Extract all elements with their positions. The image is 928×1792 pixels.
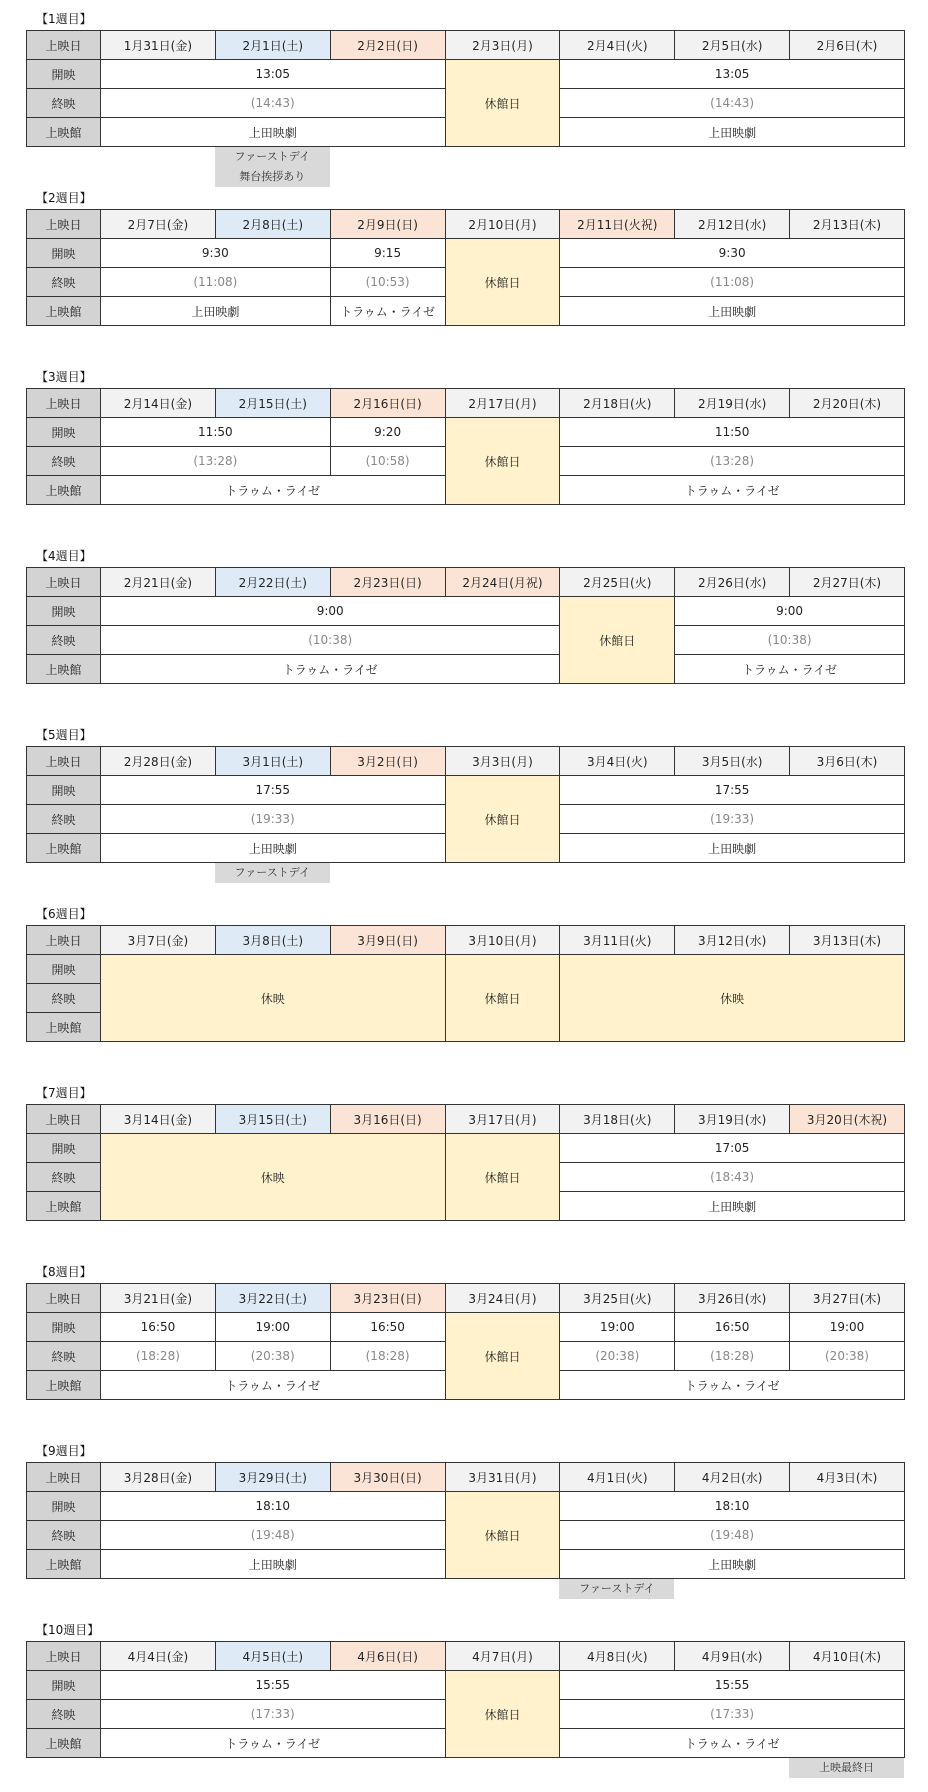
note-badge (215, 863, 330, 883)
week-block (26, 1444, 904, 1595)
start-time-cell: 9:30 (560, 239, 905, 268)
venue-cell: トラゥム・ライゼ (101, 1729, 446, 1758)
date-cell: 2月20日(木) (790, 389, 905, 418)
date-cell: 2月12日(水) (675, 210, 790, 239)
date-cell: 3月31日(月) (445, 1463, 560, 1492)
date-row (27, 926, 905, 955)
venue-cell: トラゥム・ライゼ (330, 297, 445, 326)
date-row (27, 389, 905, 418)
date-cell: 3月13日(木) (790, 926, 905, 955)
date-cell: 3月14日(金) (101, 1105, 216, 1134)
row-label-start: 開映 (27, 1134, 101, 1163)
schedule-table (26, 1283, 905, 1400)
date-cell: 3月22日(土) (215, 1284, 330, 1313)
row-label-end: 終映 (27, 89, 101, 118)
start-time-cell: 9:30 (101, 239, 331, 268)
no-show-cell: 休映 (101, 955, 446, 1042)
end-time-cell: (14:43) (101, 89, 446, 118)
week-block (26, 728, 904, 879)
date-cell: 4月3日(木) (790, 1463, 905, 1492)
week-title: 【3週目】 (36, 370, 92, 384)
venue-cell: 上田映劇 (560, 297, 905, 326)
closed-day-cell: 休館日 (445, 1134, 560, 1221)
date-cell: 2月6日(木) (790, 31, 905, 60)
date-cell: 3月3日(月) (445, 747, 560, 776)
venue-row (27, 655, 905, 684)
date-cell: 2月11日(火祝) (560, 210, 675, 239)
row-label-start: 開映 (27, 1313, 101, 1342)
end-time-cell: (17:33) (101, 1700, 446, 1729)
start-time-cell: 9:00 (675, 597, 905, 626)
start-row (27, 239, 905, 268)
row-label-end: 終映 (27, 805, 101, 834)
week-block (26, 907, 904, 1042)
row-label-venue: 上映館 (27, 1550, 101, 1579)
date-cell: 3月16日(日) (330, 1105, 445, 1134)
date-cell: 2月8日(土) (215, 210, 330, 239)
row-label-date: 上映日 (27, 1642, 101, 1671)
row-label-date: 上映日 (27, 1463, 101, 1492)
row-label-date: 上映日 (27, 568, 101, 597)
date-cell: 2月22日(土) (215, 568, 330, 597)
row-label-venue: 上映館 (27, 1192, 101, 1221)
end-time-cell: (13:28) (101, 447, 331, 476)
no-show-cell: 休映 (101, 1134, 446, 1221)
row-label-start: 開映 (27, 955, 101, 984)
start-row (27, 60, 905, 89)
closed-day-cell: 休館日 (560, 597, 675, 684)
start-time-cell: 18:10 (560, 1492, 905, 1521)
closed-day-cell: 休館日 (445, 418, 560, 505)
date-row (27, 210, 905, 239)
date-cell: 3月20日(木祝) (790, 1105, 905, 1134)
end-time-cell: (19:33) (101, 805, 446, 834)
date-cell: 2月18日(火) (560, 389, 675, 418)
row-label-date: 上映日 (27, 210, 101, 239)
date-cell: 2月4日(火) (560, 31, 675, 60)
week-block (26, 1086, 904, 1221)
end-time-cell: (10:58) (330, 447, 445, 476)
date-cell: 3月25日(火) (560, 1284, 675, 1313)
row-label-end: 終映 (27, 268, 101, 297)
closed-day-cell: 休館日 (445, 1671, 560, 1758)
end-time-cell: (19:48) (101, 1521, 446, 1550)
end-time-cell: (14:43) (560, 89, 905, 118)
date-cell: 4月6日(日) (330, 1642, 445, 1671)
row-label-venue: 上映館 (27, 476, 101, 505)
venue-cell: 上田映劇 (560, 1550, 905, 1579)
start-time-cell: 9:00 (101, 597, 560, 626)
end-time-cell: (20:38) (560, 1342, 675, 1371)
venue-cell: トラゥム・ライゼ (560, 1729, 905, 1758)
start-row (27, 418, 905, 447)
schedule-table (26, 30, 905, 147)
schedule-table (26, 1104, 905, 1221)
end-time-cell: (20:38) (790, 1342, 905, 1371)
date-cell: 4月9日(水) (675, 1642, 790, 1671)
date-cell: 3月17日(月) (445, 1105, 560, 1134)
date-cell: 3月7日(金) (101, 926, 216, 955)
start-time-cell: 16:50 (101, 1313, 216, 1342)
start-row (27, 776, 905, 805)
schedule-table (26, 388, 905, 505)
schedule-table (26, 925, 905, 1042)
venue-cell: 上田映劇 (101, 1550, 446, 1579)
date-cell: 2月3日(月) (445, 31, 560, 60)
date-row (27, 747, 905, 776)
end-time-cell: (18:28) (330, 1342, 445, 1371)
start-time-cell: 16:50 (675, 1313, 790, 1342)
row-label-venue: 上映館 (27, 1013, 101, 1042)
date-cell: 3月29日(土) (215, 1463, 330, 1492)
date-cell: 3月18日(火) (560, 1105, 675, 1134)
start-time-cell: 17:05 (560, 1134, 905, 1163)
date-cell: 2月9日(日) (330, 210, 445, 239)
note-line: ファーストデイ (579, 1582, 655, 1595)
venue-cell: 上田映劇 (101, 834, 446, 863)
date-cell: 2月25日(火) (560, 568, 675, 597)
week-title: 【9週目】 (36, 1444, 92, 1458)
end-time-cell: (18:28) (675, 1342, 790, 1371)
week-block (26, 1265, 904, 1400)
date-cell: 3月6日(木) (790, 747, 905, 776)
date-cell: 3月2日(日) (330, 747, 445, 776)
date-cell: 2月19日(水) (675, 389, 790, 418)
closed-day-cell: 休館日 (445, 1492, 560, 1579)
row-label-date: 上映日 (27, 1284, 101, 1313)
note-line: 上映最終日 (819, 1761, 875, 1774)
end-time-cell: (11:08) (560, 268, 905, 297)
date-cell: 3月5日(水) (675, 747, 790, 776)
date-row (27, 1284, 905, 1313)
start-time-cell: 19:00 (560, 1313, 675, 1342)
date-cell: 2月28日(金) (101, 747, 216, 776)
date-cell: 4月8日(火) (560, 1642, 675, 1671)
end-time-cell: (19:33) (560, 805, 905, 834)
date-cell: 4月2日(水) (675, 1463, 790, 1492)
date-row (27, 568, 905, 597)
week-title: 【6週目】 (36, 907, 92, 921)
venue-cell: 上田映劇 (560, 1192, 905, 1221)
row-label-venue: 上映館 (27, 1729, 101, 1758)
note-line: ファーストデイ (234, 866, 310, 879)
note-badge (559, 1579, 674, 1599)
week-block (26, 12, 904, 183)
note-badge (215, 147, 330, 187)
row-label-venue: 上映館 (27, 118, 101, 147)
note-line: 舞台挨拶あり (239, 170, 306, 183)
note-badge (789, 1758, 904, 1778)
schedule-table (26, 567, 905, 684)
row-label-end: 終映 (27, 1163, 101, 1192)
start-row (27, 1671, 905, 1700)
row-label-date: 上映日 (27, 31, 101, 60)
date-cell: 4月4日(金) (101, 1642, 216, 1671)
date-cell: 2月23日(日) (330, 568, 445, 597)
end-row (27, 626, 905, 655)
date-cell: 4月10日(木) (790, 1642, 905, 1671)
start-row (27, 1313, 905, 1342)
date-cell: 3月12日(水) (675, 926, 790, 955)
date-cell: 2月17日(月) (445, 389, 560, 418)
start-time-cell: 13:05 (560, 60, 905, 89)
venue-cell: 上田映劇 (101, 297, 331, 326)
row-label-start: 開映 (27, 1492, 101, 1521)
start-time-cell: 9:15 (330, 239, 445, 268)
end-time-cell: (17:33) (560, 1700, 905, 1729)
start-row (27, 955, 905, 984)
date-cell: 2月2日(日) (330, 31, 445, 60)
row-label-start: 開映 (27, 418, 101, 447)
week-title: 【5週目】 (36, 728, 92, 742)
row-label-date: 上映日 (27, 1105, 101, 1134)
week-title: 【1週目】 (36, 12, 92, 26)
row-label-start: 開映 (27, 239, 101, 268)
closed-day-cell: 休館日 (445, 60, 560, 147)
start-time-cell: 19:00 (790, 1313, 905, 1342)
schedule-table (26, 1462, 905, 1579)
date-cell: 3月19日(水) (675, 1105, 790, 1134)
date-cell: 2月1日(土) (215, 31, 330, 60)
date-cell: 2月27日(木) (790, 568, 905, 597)
date-cell: 3月21日(金) (101, 1284, 216, 1313)
venue-cell: トラゥム・ライゼ (560, 476, 905, 505)
end-time-cell: (10:53) (330, 268, 445, 297)
week-title: 【4週目】 (36, 549, 92, 563)
date-cell: 3月1日(土) (215, 747, 330, 776)
row-label-end: 終映 (27, 1521, 101, 1550)
closed-day-cell: 休館日 (445, 955, 560, 1042)
row-label-date: 上映日 (27, 926, 101, 955)
start-time-cell: 17:55 (101, 776, 446, 805)
row-label-date: 上映日 (27, 389, 101, 418)
date-cell: 4月5日(土) (215, 1642, 330, 1671)
date-cell: 2月14日(金) (101, 389, 216, 418)
start-time-cell: 15:55 (560, 1671, 905, 1700)
start-time-cell: 19:00 (215, 1313, 330, 1342)
date-cell: 2月15日(土) (215, 389, 330, 418)
date-cell: 2月26日(水) (675, 568, 790, 597)
venue-cell: 上田映劇 (560, 834, 905, 863)
start-time-cell: 9:20 (330, 418, 445, 447)
start-time-cell: 16:50 (330, 1313, 445, 1342)
row-label-start: 開映 (27, 776, 101, 805)
date-cell: 1月31日(金) (101, 31, 216, 60)
closed-day-cell: 休館日 (445, 776, 560, 863)
date-cell: 3月8日(土) (215, 926, 330, 955)
week-title: 【10週目】 (36, 1623, 100, 1637)
end-time-cell: (18:43) (560, 1163, 905, 1192)
week-block (26, 1623, 904, 1774)
row-label-venue: 上映館 (27, 297, 101, 326)
date-row (27, 1463, 905, 1492)
date-cell: 2月13日(木) (790, 210, 905, 239)
date-cell: 2月16日(日) (330, 389, 445, 418)
row-label-end: 終映 (27, 1342, 101, 1371)
end-time-cell: (10:38) (675, 626, 905, 655)
date-cell: 3月15日(土) (215, 1105, 330, 1134)
date-cell: 4月1日(火) (560, 1463, 675, 1492)
end-time-cell: (11:08) (101, 268, 331, 297)
schedule-table (26, 209, 905, 326)
venue-cell: トラゥム・ライゼ (101, 476, 446, 505)
date-cell: 3月11日(火) (560, 926, 675, 955)
venue-cell: 上田映劇 (101, 118, 446, 147)
date-cell: 3月10日(月) (445, 926, 560, 955)
start-time-cell: 15:55 (101, 1671, 446, 1700)
start-row (27, 1134, 905, 1163)
start-time-cell: 18:10 (101, 1492, 446, 1521)
date-cell: 2月5日(水) (675, 31, 790, 60)
row-label-end: 終映 (27, 984, 101, 1013)
venue-cell: トラゥム・ライゼ (560, 1371, 905, 1400)
row-label-start: 開映 (27, 1671, 101, 1700)
start-time-cell: 11:50 (560, 418, 905, 447)
date-cell: 2月24日(月祝) (445, 568, 560, 597)
venue-cell: 上田映劇 (560, 118, 905, 147)
week-title: 【2週目】 (36, 191, 92, 205)
week-block (26, 549, 904, 684)
date-cell: 4月7日(月) (445, 1642, 560, 1671)
end-time-cell: (18:28) (101, 1342, 216, 1371)
note-line: ファーストデイ (234, 150, 310, 163)
start-time-cell: 11:50 (101, 418, 331, 447)
date-cell: 3月24日(月) (445, 1284, 560, 1313)
date-cell: 3月27日(木) (790, 1284, 905, 1313)
row-label-venue: 上映館 (27, 1371, 101, 1400)
date-cell: 2月7日(金) (101, 210, 216, 239)
end-time-cell: (13:28) (560, 447, 905, 476)
row-label-start: 開映 (27, 597, 101, 626)
date-cell: 3月23日(日) (330, 1284, 445, 1313)
date-cell: 2月21日(金) (101, 568, 216, 597)
row-label-end: 終映 (27, 1700, 101, 1729)
date-cell: 3月4日(火) (560, 747, 675, 776)
start-time-cell: 13:05 (101, 60, 446, 89)
schedule-table (26, 746, 905, 863)
date-cell: 3月9日(日) (330, 926, 445, 955)
week-block (26, 191, 904, 326)
row-label-venue: 上映館 (27, 834, 101, 863)
date-cell: 3月28日(金) (101, 1463, 216, 1492)
date-row (27, 31, 905, 60)
end-time-cell: (19:48) (560, 1521, 905, 1550)
week-block (26, 370, 904, 505)
start-row (27, 1492, 905, 1521)
date-cell: 3月26日(水) (675, 1284, 790, 1313)
week-title: 【7週目】 (36, 1086, 92, 1100)
start-time-cell: 17:55 (560, 776, 905, 805)
no-show-cell: 休映 (560, 955, 905, 1042)
end-time-cell: (20:38) (215, 1342, 330, 1371)
row-label-end: 終映 (27, 447, 101, 476)
end-time-cell: (10:38) (101, 626, 560, 655)
closed-day-cell: 休館日 (445, 239, 560, 326)
closed-day-cell: 休館日 (445, 1313, 560, 1400)
venue-cell: トラゥム・ライゼ (675, 655, 905, 684)
row-label-start: 開映 (27, 60, 101, 89)
date-cell: 3月30日(日) (330, 1463, 445, 1492)
date-row (27, 1105, 905, 1134)
schedule-table (26, 1641, 905, 1758)
start-row (27, 597, 905, 626)
week-title: 【8週目】 (36, 1265, 92, 1279)
row-label-date: 上映日 (27, 747, 101, 776)
venue-cell: トラゥム・ライゼ (101, 1371, 446, 1400)
date-cell: 2月10日(月) (445, 210, 560, 239)
date-row (27, 1642, 905, 1671)
row-label-end: 終映 (27, 626, 101, 655)
row-label-venue: 上映館 (27, 655, 101, 684)
venue-cell: トラゥム・ライゼ (101, 655, 560, 684)
